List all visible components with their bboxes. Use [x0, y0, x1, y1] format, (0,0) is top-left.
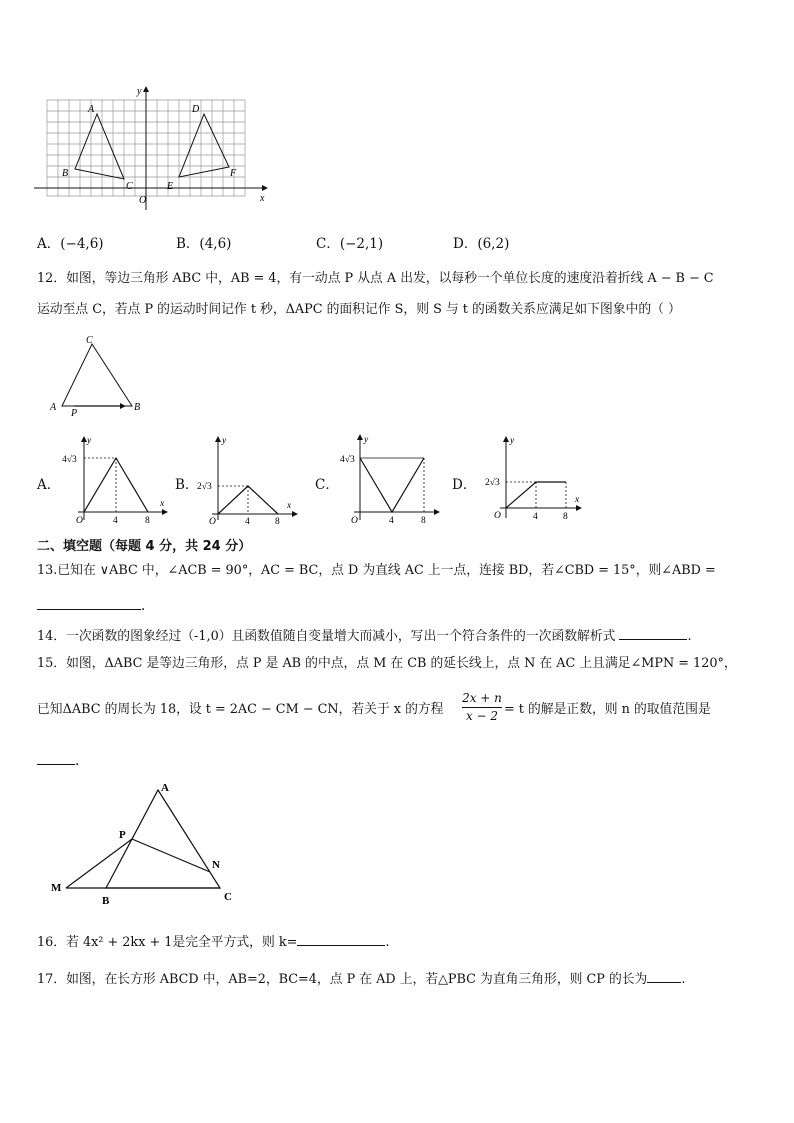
- x-axis-arrow: [434, 509, 440, 515]
- y-axis-arrow: [357, 434, 363, 440]
- q13-text-line1: 13.已知在 ∨ABC 中，∠ACB = 90°，AC = BC，点 D 为直线 AC 上一点，连接 BD，若∠CBD = 15°，则∠ABD =: [37, 563, 716, 578]
- q15-text-line1: 15．如图，ΔABC 是等边三角形，点 P 是 AB 的中点，点 M 在 CB 的延长线上，点 N 在 AC 上且满足∠MPN = 120°，: [37, 656, 737, 671]
- q11-option-c[interactable]: C．(−2,1): [316, 236, 384, 252]
- y-axis-label: y: [137, 86, 142, 97]
- x-tick-4: 4: [113, 516, 118, 526]
- y-label: y: [510, 436, 515, 446]
- triangle-def: [179, 114, 229, 177]
- x-axis-arrow: [576, 505, 582, 511]
- point-b-label: B: [62, 168, 69, 179]
- q12-option-c[interactable]: C．: [315, 477, 339, 493]
- q12-graph-b: [196, 434, 306, 526]
- point-e-label: E: [167, 181, 174, 192]
- fraction-numerator: 2x + n: [462, 690, 502, 708]
- q15-answer-blank[interactable]: [37, 750, 75, 765]
- section-heading-fill-in: 二、填空题（每题 4 分，共 24 分）: [37, 539, 252, 554]
- q12-point-b: B: [134, 402, 141, 413]
- q12-point-p: P: [71, 408, 78, 416]
- q16-line: 16．若 4x² + 2kx + 1是完全平方式，则 k= .: [37, 931, 389, 952]
- p-arrowhead: [120, 403, 126, 409]
- x-axis-arrow: [292, 511, 298, 517]
- line-mp: [66, 839, 132, 888]
- x-tick-8: 8: [563, 512, 568, 522]
- q11-option-b[interactable]: B．(4,6): [176, 236, 232, 252]
- q14-line: 14．一次函数的图象经过（-1,0）且函数值随自变量增大而减小，写出一个符合条件的一次函数解析式 .: [37, 625, 692, 646]
- y-tick: 2√3: [485, 478, 500, 488]
- q15-point-b: B: [102, 895, 110, 907]
- q12-triangle-figure: [44, 332, 154, 416]
- x-label: x: [575, 495, 580, 505]
- fraction-denominator: x − 2: [465, 709, 499, 723]
- q12-option-a[interactable]: A．: [37, 477, 61, 493]
- q12-option-d[interactable]: D．: [452, 477, 477, 493]
- origin-label: O: [139, 195, 147, 206]
- q15-text-line2b: = t 的解是正数，则 n 的取值范围是: [504, 702, 711, 717]
- q15-fraction: [462, 690, 502, 725]
- point-f-label: F: [230, 168, 237, 179]
- y-axis-arrow: [143, 86, 149, 92]
- x-tick-4: 4: [245, 517, 250, 526]
- q11-grid-figure: [34, 84, 274, 212]
- q12-graph-a: [60, 434, 170, 526]
- q12-graph-c: [338, 432, 448, 526]
- origin-label: O: [351, 516, 358, 526]
- line-pn: [132, 839, 210, 872]
- x-tick-8: 8: [275, 517, 280, 526]
- x-axis-arrow: [262, 185, 268, 191]
- q12-text-line2: 运动至点 C，若点 P 的运动时间记作 t 秒，ΔAPC 的面积记作 S，则 S 与 t 的函数关系应满足如下图象中的（ ）: [37, 302, 681, 317]
- q17-answer-blank[interactable]: [647, 968, 681, 983]
- origin-label: O: [76, 516, 83, 526]
- q12-option-b[interactable]: B．: [175, 477, 199, 493]
- origin-label: O: [494, 511, 501, 521]
- q17-line: 17．如图，在长方形 ABCD 中，AB=2，BC=4，点 P 在 AD 上，若△PBC 为直角三角形，则 CP 的长为 .: [37, 968, 685, 989]
- x-label: x: [160, 499, 165, 509]
- x-axis-label: x: [260, 193, 265, 204]
- q12-point-a: A: [50, 402, 57, 413]
- y-axis-arrow: [503, 436, 509, 442]
- q13-answer-line: .: [37, 595, 145, 615]
- q12-point-c: C: [86, 335, 93, 346]
- q15-answer-line: .: [37, 750, 79, 770]
- y-label: y: [364, 435, 369, 445]
- x-tick-4: 4: [389, 516, 394, 526]
- y-tick: 4√3: [340, 455, 355, 465]
- y-tick: 2√3: [197, 482, 212, 492]
- x-tick-8: 8: [145, 516, 150, 526]
- q16-answer-blank[interactable]: [297, 931, 385, 946]
- y-label: y: [222, 436, 227, 446]
- q15-point-n: N: [212, 859, 220, 871]
- x-tick-8: 8: [421, 516, 426, 526]
- point-c-label: C: [126, 181, 133, 192]
- y-tick: 4√3: [62, 455, 77, 465]
- y-label: y: [87, 436, 92, 446]
- q15-point-a: A: [161, 782, 169, 794]
- graph-line: [360, 458, 424, 512]
- q13-answer-blank[interactable]: [37, 595, 141, 610]
- q15-text-line2: 已知ΔABC 的周长为 18，设 t = 2AC − CM − CN，若关于 x 的方程: [37, 702, 444, 717]
- x-label: x: [287, 501, 292, 511]
- equilateral-triangle: [62, 344, 132, 406]
- q12-text-line1: 12．如图，等边三角形 ABC 中，AB = 4，有一动点 P 从点 A 出发，以每秒一个单位长度的速度沿着折线 A − B − C: [37, 271, 714, 286]
- point-a-label: A: [88, 104, 95, 115]
- y-axis-arrow: [215, 436, 221, 442]
- triangle-abc: [75, 114, 124, 179]
- x-axis-arrow: [162, 509, 168, 515]
- q11-option-d[interactable]: D．(6,2): [453, 236, 510, 252]
- x-tick-4: 4: [533, 512, 538, 522]
- q15-point-m: M: [51, 882, 62, 894]
- q15-point-c: C: [224, 891, 232, 903]
- q15-triangle-figure: [46, 778, 246, 908]
- q12-graph-d: [484, 434, 594, 526]
- q15-point-p: P: [119, 829, 126, 841]
- origin-label: O: [209, 517, 216, 526]
- q14-answer-blank[interactable]: [619, 625, 687, 640]
- point-d-label: D: [192, 104, 200, 115]
- q11-option-a[interactable]: A．(−4,6): [37, 236, 104, 252]
